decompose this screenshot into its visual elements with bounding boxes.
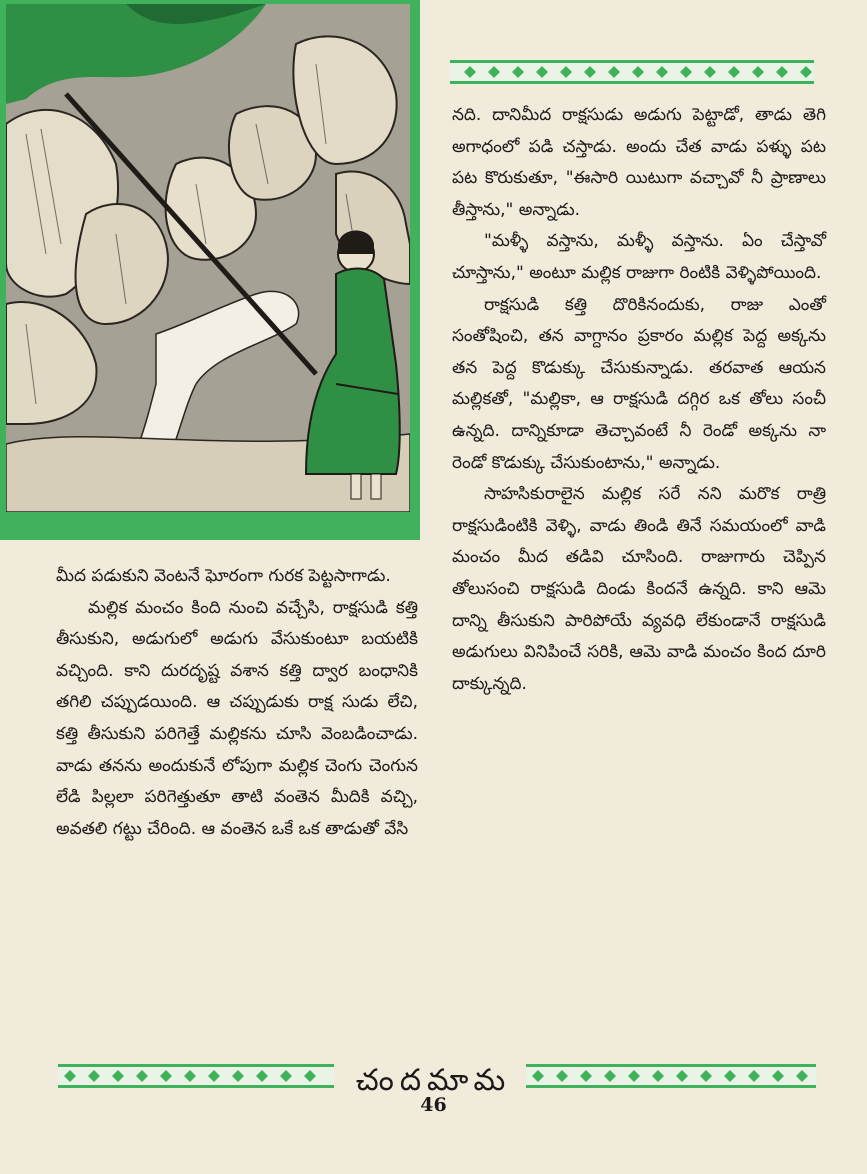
- paragraph: నది. దానిమీద రాక్షసుడు అడుగు పెట్టాడో, తాడు తెగి అగాధంలో పడి చస్తాడు. అందు చేత వాడు పళ్ళు పట పట కొరుకుతూ, "ఈసారి యిటుగా వచ్చావో నీ ప్రాణాలు తీస్తాను," అన్నాడు.: [452, 105, 826, 220]
- right-text-column: [452, 100, 826, 700]
- paragraph: మీద పడుకుని వెంటనే ఘోరంగా గురక పెట్టసాగాడు.: [56, 566, 391, 586]
- illustration-artwork: [6, 4, 410, 512]
- paragraph: సాహసికురాలైన మల్లిక సరే నని మరొక రాత్రి రాక్షసుడింటికి వెళ్ళి, వాడు తిండి తినే సమయంలో వాడి మంచం మీద తడివి చూసింది. రాజుగారు చెప్పిన తోలుసంచి రాక్షసుడి దిండు కిందనే ఉన్నది. కాని ఆమె దాన్ని తీసుకుని పారిపోయే వ్యవధి లేకుండానే రాక్షసుడి అడుగులు వినిపించే సరికి, ఆమె వాడి మంచం కింద దూరి దాక్కున్నది.: [452, 484, 826, 694]
- paragraph: "మళ్ళీ వస్తాను, మళ్ళీ వస్తాను. ఏం చేస్తావో చూస్తాను," అంటూ మల్లిక రాజుగా రింటికి వెళ్ళిపోయింది.: [452, 231, 826, 283]
- magazine-title: చందమామ: [355, 1063, 512, 1098]
- left-text-column: [56, 561, 418, 845]
- page-number: 46: [420, 1094, 447, 1116]
- paragraph: రాక్షసుడి కత్తి దొరికినందుకు, రాజు ఎంతో సంతోషించి, తన వాగ్దానం ప్రకారం మల్లిక పెద్ద అక్కను తన పెద్ద కొడుక్కు చేసుకున్నాడు. తరవాత ఆయన మల్లికతో, "మల్లికా, ఆ రాక్షసుడి దగ్గిర ఒక తోలు సంచీ ఉన్నది. దాన్నికూడా తెచ్చావంటే నీ రెండో అక్కను నా రెండో కొడుక్కు చేసుకుంటాను," అన్నాడు.: [452, 294, 826, 473]
- paragraph: మల్లిక మంచం కింది నుంచి వచ్చేసి, రాక్షసుడి కత్తి తీసుకుని, అడుగులో అడుగు వేసుకుంటూ బయటికి వచ్చింది. కాని దురదృష్ట వశాన కత్తి ద్వార బంధానికి తగిలి చప్పుడయింది. ఆ చప్పుడుకు రాక్ష సుడు లేచి, కత్తి తీసుకుని పరిగెత్తే మల్లికను చూసి వెంబడించాడు. వాడు తనను అందుకునే లోపుగా మల్లిక చెంగు చెంగున లేడి పిల్లలా పరిగెత్తుతూ తాటి వంతెన మీదికి వచ్చి, అవతలి గట్టు చేరింది. ఆ వంతెన ఒకే ఒక తాడుతో వేసి: [56, 597, 418, 839]
- decorative-border-top: [450, 60, 814, 84]
- forest-rock-scene-icon: [6, 4, 410, 512]
- story-illustration: [0, 0, 420, 540]
- ornament-pattern-icon: [450, 63, 814, 81]
